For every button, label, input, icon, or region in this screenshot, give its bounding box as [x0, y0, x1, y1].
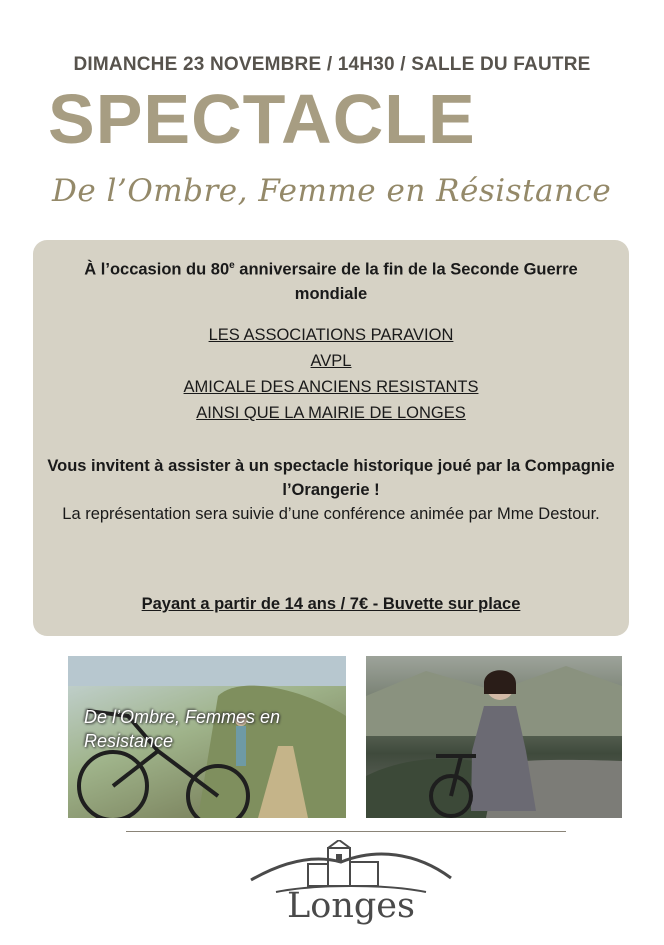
longes-logo — [246, 840, 456, 940]
logo-text: Longes — [287, 886, 415, 926]
intro-text: À l’occasion du 80e anniversaire de la fin de la Seconde Guerre mondiale — [84, 260, 578, 303]
page-title: SPECTACLE — [48, 80, 476, 158]
page-subtitle: De l’Ombre, Femme en Résistance — [52, 173, 612, 209]
association-item: AMICALE DES ANCIENS RESISTANTS — [183, 378, 479, 396]
photo-bicycle-path — [68, 656, 346, 818]
invitation-bold: Vous invitent à assister à un spectacle historique joué par la Compagnie l’Orangerie ! — [47, 457, 615, 499]
association-item: LES ASSOCIATIONS PARAVION — [208, 326, 454, 344]
woman-photo-icon — [366, 656, 622, 818]
photo-woman-bicycle — [366, 656, 622, 818]
info-box — [33, 240, 629, 636]
photo-caption: De l’Ombre, Femmes en Resistance — [84, 707, 281, 751]
conference-note: La représentation sera suivie d’une conférence animée par Mme Destour. — [62, 505, 600, 523]
associations-list — [33, 322, 629, 426]
association-item: AINSI QUE LA MAIRIE DE LONGES — [196, 404, 466, 422]
divider-line — [126, 831, 566, 832]
event-date-time-location: DIMANCHE 23 NOVEMBRE / 14H30 / SALLE DU FAUTRE — [73, 54, 591, 75]
association-item: AVPL — [310, 352, 352, 370]
price-info: Payant a partir de 14 ans / 7€ - Buvette sur place — [141, 595, 521, 613]
invitation-text — [43, 454, 619, 526]
